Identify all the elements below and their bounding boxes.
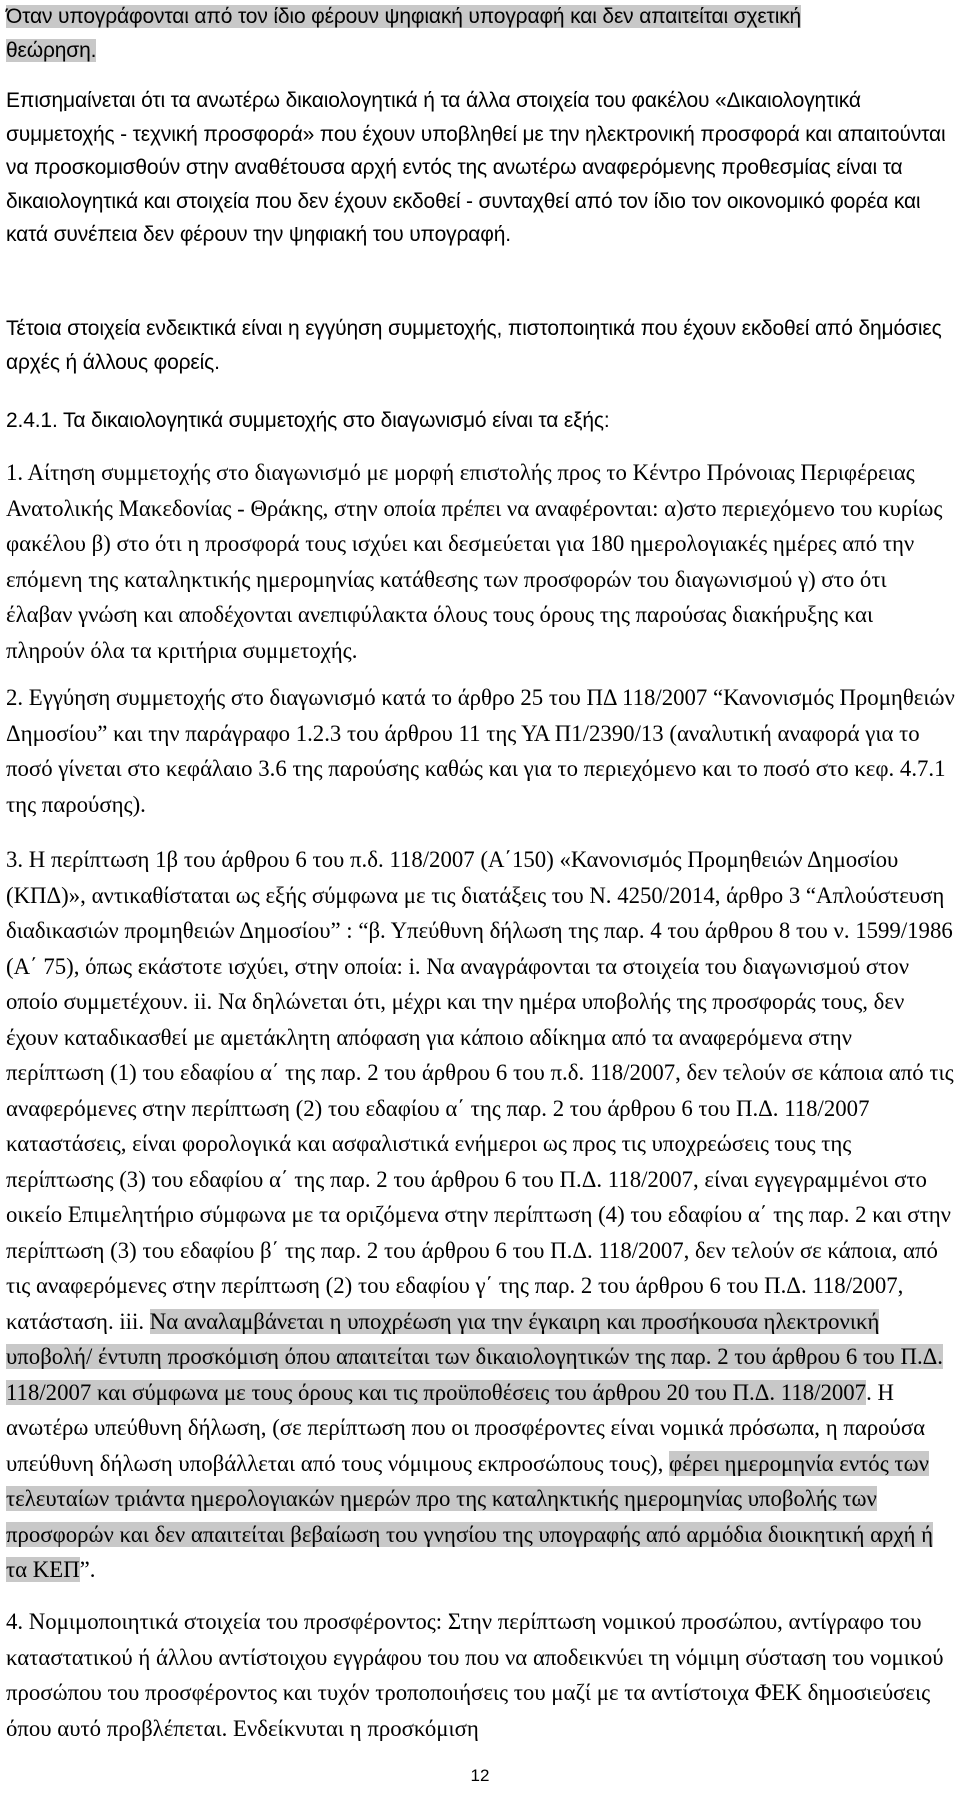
page-number: 12	[470, 1766, 490, 1785]
item-text: 3. Η περίπτωση 1β του άρθρου 6 του π.δ. 118/2007 (Α΄150) «Κανονισμός Προμηθειών Δημοσίου (ΚΠΔ)», αντικαθίσταται ως εξής σύμφωνα με τις διατάξεις του Ν. 4250/2014, άρθρο 3 “Απλούστευση διαδικασιών προμηθειών Δημοσίου” : “β. Υπεύθυνη δήλωση της παρ. 4 του άρθρου 8 του ν. 1599/1986 (Α΄ 75), όπως εκάστοτε ισχύει, στην οποία: i. Να αναγράφονται τα στοιχεία του διαγωνισμού στον οποίο συμμετέχουν. ii. Να δηλώνεται ότι, μέχρι και την ημέρα υποβολής της προσφοράς τους, δεν έχουν καταδικασθεί με αμετάκλητη απόφαση για κάποιο αδίκημα από τα αναφερόμενα στην περίπτωση (1) του εδαφίου α΄ της παρ. 2 του άρθρου 6 του π.δ. 118/2007, δεν τελούν σε κάποια από τις αναφερόμενες στην περίπτωση (2) του εδαφίου α΄ της παρ. 2 του άρθρου 6 του Π.Δ. 118/2007 καταστάσεις, είναι φορολογικά και ασφαλιστικά ενήμεροι ως προς τις υποχρεώσεις τους της περίπτωσης (3) του εδαφίου α΄ της παρ. 2 του άρθρου 6 του Π.Δ. 118/2007, είναι εγγεγραμμένοι στο οικείο Επιμελητήριο σύμφωνα με τα οριζόμενα στην περίπτωση (4) του εδαφίου α΄ της παρ. 2 και στην περίπτωση (3) του εδαφίου β΄ της παρ. 2 του άρθρου 6 του Π.Δ. 118/2007, δεν τελούν σε κάποια, από τις αναφερόμενες στην περίπτωση (2) του εδαφίου γ΄ της παρ. 2 του άρθρου 6 του Π.Δ. 118/2007, κατάσταση. iii.	[6, 847, 954, 1334]
highlighted-text: θεώρηση.	[6, 38, 97, 62]
paragraph-examples: Τέτοια στοιχεία ενδεικτικά είναι η εγγύηση συμμετοχής, πιστοποιητικά που έχουν εκδοθεί από δημόσιες αρχές ή άλλους φορείς.	[6, 317, 942, 374]
highlighted-text: φέρει ημερομηνία εντός των τελευταίων τριάντα ημερολογιακών ημερών προ της καταληκτικής ημερομηνίας υποβολής των προσφορών και δεν απαιτείται βεβαίωση του γνησίου της υπογραφής από αρμόδια διοικητική αρχή ή τα ΚΕΠ	[6, 1450, 934, 1582]
list-item-application: 1. Αίτηση συμμετοχής στο διαγωνισμό με μορφή επιστολής προς το Κέντρο Πρόνοιας Περιφέρειας Ανατολικής Μακεδονίας - Θράκης, στην οποία πρέπει να αναφέρονται: α)στο περιεχόμενο του κυρίως φακέλου β) στο ότι η προσφορά τους ισχύει και δεσμεύεται για 180 ημερολογιακές ημέρες από την επόμενη της καταληκτικής ημερομηνίας κατάθεσης των προσφορών του διαγωνισμού γ) στο ότι έλαβαν γνώση και αποδέχονται ανεπιφύλακτα όλους τους όρους της παρούσας διακήρυξης και πληρούν όλα τα κριτήρια συμμετοχής.	[6, 460, 943, 663]
item-text: . Η ανωτέρω υπεύθυνη δήλωση, (σε περίπτωση που οι προσφέροντες είναι νομικά πρόσωπα, η παρούσα υπεύθυνη δήλωση υποβάλλεται από τους νόμιμους εκπροσώπους τους),	[6, 1379, 926, 1476]
paragraph-documents-notice: Επισημαίνεται ότι τα ανωτέρω δικαιολογητικά ή τα άλλα στοιχεία του φακέλου «Δικαιολογητικά συμμετοχής - τεχνική προσφορά» που έχουν υποβληθεί με την ηλεκτρονική προσφορά και απαιτούνται να προσκομισθούν στην αναθέτουσα αρχή εντός της ανωτέρω αναφερόμενης προθεσμίας είναι τα δικαιολογητικά και στοιχεία που δεν έχουν εκδοθεί - συνταχθεί από τον ίδιο τον οικονομικό φορέα και κατά συνέπεια δεν φέρουν την ψηφιακή του υπογραφή.	[6, 89, 946, 247]
item-text: ”.	[79, 1557, 96, 1582]
highlighted-text: Να αναλαμβάνεται η υποχρέωση για την έγκαιρη και προσήκουσα ηλεκτρονική υποβολή/ έντυπη προσκόμιση όπου απαιτείται των δικαιολογητικών της παρ. 2 του άρθρου 6 του Π.Δ. 118/2007 και σύμφωνα με τους όρους και τις προϋποθέσεις του άρθρου 20 του Π.Δ. 118/2007	[6, 1308, 944, 1405]
section-heading-2-4-1: 2.4.1. Τα δικαιολογητικά συμμετοχής στο διαγωνισμό είναι τα εξής:	[6, 409, 610, 432]
list-item-legal-documents: 4. Νομιμοποιητικά στοιχεία του προσφέροντος: Στην περίπτωση νομικού προσώπου, αντίγραφο του καταστατικού ή άλλου αντίστοιχου εγγράφου του που να αποδεικνύει τη νόμιμη σύσταση του νομικού προσώπου του προσφέροντος και τυχόν τροποποιήσεις του μαζί με τα αντίστοιχα ΦΕΚ δημοσιεύσεις όπου αυτό προβλέπεται. Ενδείκνυται η προσκόμιση	[6, 1609, 944, 1741]
paragraph-signature-note	[6, 0, 956, 67]
list-item-guarantee: 2. Εγγύηση συμμετοχής στο διαγωνισμό κατά το άρθρο 25 του ΠΔ 118/2007 “Κανονισμός Προμηθειών Δημοσίου” και την παράγραφο 1.2.3 του άρθρου 11 της ΥΑ Π1/2390/13 (αναλυτική αναφορά για το ποσό γίνεται στο κεφάλαιο 3.6 της παρούσης καθώς και για το περιεχόμενο και το ποσό στο κεφ. 4.7.1 της παρούσης).	[6, 685, 955, 817]
highlighted-text: Όταν υπογράφονται από τον ίδιο φέρουν ψηφιακή υπογραφή και δεν απαιτείται σχετική	[6, 5, 802, 28]
list-item-solemn-declaration	[6, 842, 956, 1588]
